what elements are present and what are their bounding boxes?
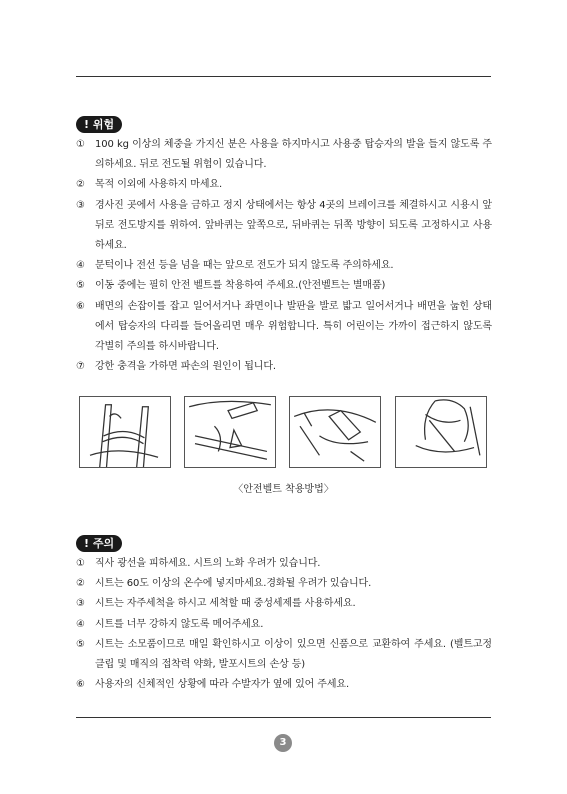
item-text: 시트를 너무 강하지 않도록 메어주세요. (95, 618, 264, 630)
item-number: ⑦ (76, 361, 85, 373)
list-item (76, 276, 492, 296)
item-number: ④ (76, 618, 85, 630)
list-item (76, 357, 492, 377)
seatbelt-step-4-image (395, 396, 487, 468)
item-number: ⑤ (76, 638, 85, 650)
item-text: 사용자의 신체적인 상황에 따라 수발자가 옆에 있어 주세요. (95, 679, 350, 691)
item-text: 강한 충격을 가하면 파손의 원인이 됩니다. (95, 361, 276, 373)
caution-list (76, 554, 492, 695)
danger-list (76, 135, 492, 377)
figure-caption: 〈안전벨트 착용방법〉 (233, 484, 334, 495)
item-text: 시트는 60도 이상의 온수에 넣지마세요.경화될 우려가 있습니다. (95, 578, 372, 590)
item-number: ① (76, 558, 85, 569)
bottom-rule (76, 717, 491, 718)
item-text: 시트는 자주세척을 하시고 세척할 때 중성세제를 사용하세요. (95, 598, 356, 610)
seatbelt-step-1-image (79, 396, 171, 468)
item-number: ⑥ (76, 679, 85, 691)
item-text: 목적 이외에 사용하지 마세요. (95, 179, 223, 191)
item-number: ② (76, 578, 85, 590)
list-item (76, 256, 492, 276)
seatbelt-step-2-image (184, 396, 276, 468)
item-number: ③ (76, 598, 85, 610)
item-number: ② (76, 179, 85, 191)
item-number: ① (76, 139, 85, 150)
item-text: 문턱이나 전선 등을 넘을 때는 앞으로 전도가 되지 않도록 주의하세요. (95, 260, 394, 272)
caution-badge: ! 주의 (76, 535, 122, 552)
item-text: 경사진 곳에서 사용을 금하고 정지 상태에서는 항상 4곳의 브레이크를 체결하시고 시용시 앞뒤로 전도방지를 위하여. 앞바퀴는 앞쪽으로, 뒤바퀴는 뒤쪽 방향이 되도록 고정하시고 사용하세요. (95, 199, 492, 252)
seatbelt-illustrations (79, 396, 488, 468)
list-item (76, 675, 492, 695)
list-item (76, 196, 492, 257)
item-number: ⑥ (76, 300, 85, 312)
item-text: 직사 광선을 피하세요. 시트의 노화 우려가 있습니다. (95, 558, 321, 569)
seatbelt-step-3-image (289, 396, 381, 468)
list-item (76, 635, 492, 675)
item-text: 배면의 손잡이를 잡고 일어서거나 좌면이나 발판을 발로 밟고 일어서거나 배면을 눕힌 상태에서 탑승자의 다리를 들어올리면 매우 위험합니다. 특히 어린이는 가까이 접근하지 않도록 각별히 주의를 하시바랍니다. (95, 300, 492, 353)
item-text: 이동 중에는 필히 안전 벨트를 착용하여 주세요.(안전벨트는 별매품) (95, 280, 386, 292)
item-number: ④ (76, 260, 85, 272)
item-text: 시트는 소모품이므로 매일 확인하시고 이상이 있으면 신품으로 교환하여 주세요. (벨트고정 클립 및 매직의 접착력 약화, 발포시트의 손상 등) (95, 638, 492, 671)
list-item (76, 615, 492, 635)
list-item (76, 175, 492, 195)
list-item (76, 594, 492, 614)
item-text: 100 kg 이상의 체중을 가지신 분은 사용을 하지마시고 사용중 탑승자의 발을 들지 않도록 주의하세요. 뒤로 전도될 위험이 있습니다. (95, 139, 492, 171)
item-number: ③ (76, 199, 85, 211)
list-item (76, 554, 492, 574)
list-item (76, 297, 492, 358)
page-number: 3 (274, 734, 292, 752)
danger-badge: ! 위험 (76, 116, 122, 133)
list-item (76, 135, 492, 175)
list-item (76, 574, 492, 594)
item-number: ⑤ (76, 280, 85, 292)
top-rule (76, 76, 491, 77)
